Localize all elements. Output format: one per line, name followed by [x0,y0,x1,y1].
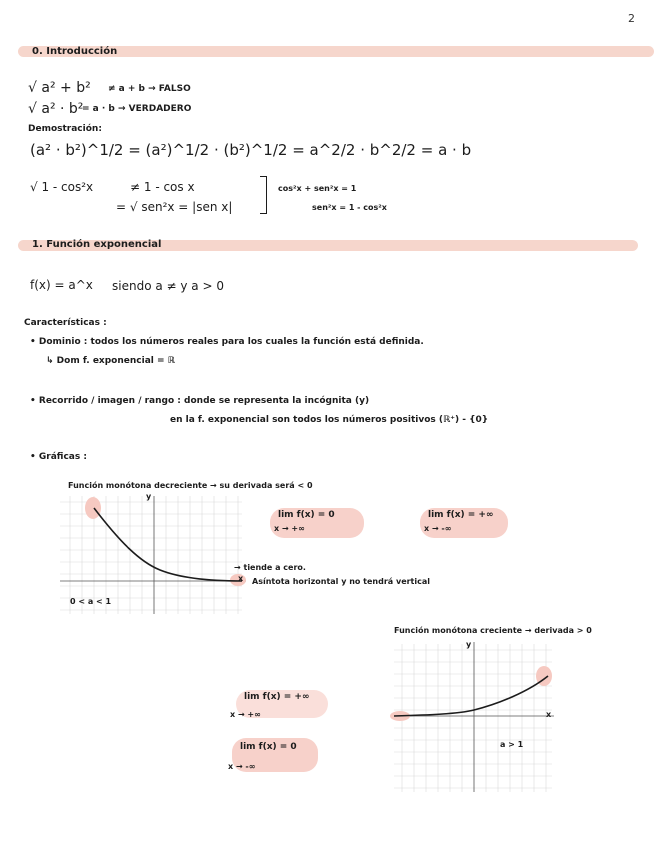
graph2-plot [388,638,558,794]
eq2-lhs: √ a² · b² [28,101,84,117]
range-continued: en la f. exponencial son todos los números positivos (ℝ⁺) - {0} [170,415,489,425]
graph1-limit2-bottom: x → -∞ [424,524,452,533]
trig-lhs: √ 1 - cos²x [30,180,94,194]
range-text: • Recorrido / imagen / rango : donde se representa la incógnita (y) [30,396,370,406]
graph1-plot [60,492,250,614]
graphs-label: • Gráficas : [30,452,87,462]
identity-1: cos²x + sen²x = 1 [278,184,357,193]
graph1-condition: 0 < a < 1 [70,597,112,606]
graph1-y-label: y [146,492,152,501]
trig-line2: = √ sen²x = |sen x| [116,200,233,214]
trig-rhs: ≠ 1 - cos x [130,180,195,194]
graph1-caption: Función monótona decreciente → su derivada será < 0 [68,481,313,490]
graph2-caption: Función monótona creciente → derivada > 0 [394,626,592,635]
graph1-x-label: x [238,574,244,583]
identity-2: sen²x = 1 - cos²x [312,203,387,212]
graph1-note1: → tiende a cero. [234,563,306,572]
graph2-y-label: y [466,640,472,649]
characteristics-label: Características : [24,318,107,328]
graph2-limit1-bottom: x → +∞ [230,710,261,719]
graph1-limit2-top: lim f(x) = +∞ [428,510,494,520]
eq1-rest: ≠ a + b → FALSO [108,84,191,94]
exp-definition: f(x) = a^x [30,278,93,292]
graph2-limit2-top: lim f(x) = 0 [240,742,297,752]
demo-label: Demostración: [28,124,102,134]
exp-condition: siendo a ≠ y a > 0 [112,279,224,293]
eq2-rest: = a · b → VERDADERO [82,104,192,114]
domain-text: • Dominio : todos los números reales para los cuales la función está definida. [30,337,424,347]
graph2-limit2-bottom: x → -∞ [228,762,256,771]
eq1-lhs: √ a² + b² [28,80,91,96]
graph2-condition: a > 1 [500,740,524,749]
bracket [260,176,267,214]
section-1-title: 1. Función exponencial [32,239,162,250]
graph2-x-label: x [546,710,552,719]
domain-result: ↳ Dom f. exponencial = ℝ [46,356,175,366]
graph1-limit1-bottom: x → +∞ [274,524,305,533]
demo-equation: (a² · b²)^1/2 = (a²)^1/2 · (b²)^1/2 = a^2/2 · b^2/2 = a · b [30,141,472,159]
graph2-limit1-top: lim f(x) = +∞ [244,692,310,702]
page-number: 2 [628,12,635,25]
graph1-limit1-top: lim f(x) = 0 [278,510,335,520]
section-0-title: 0. Introducción [32,46,118,57]
graph1-note2: Asíntota horizontal y no tendrá vertical [252,577,431,586]
